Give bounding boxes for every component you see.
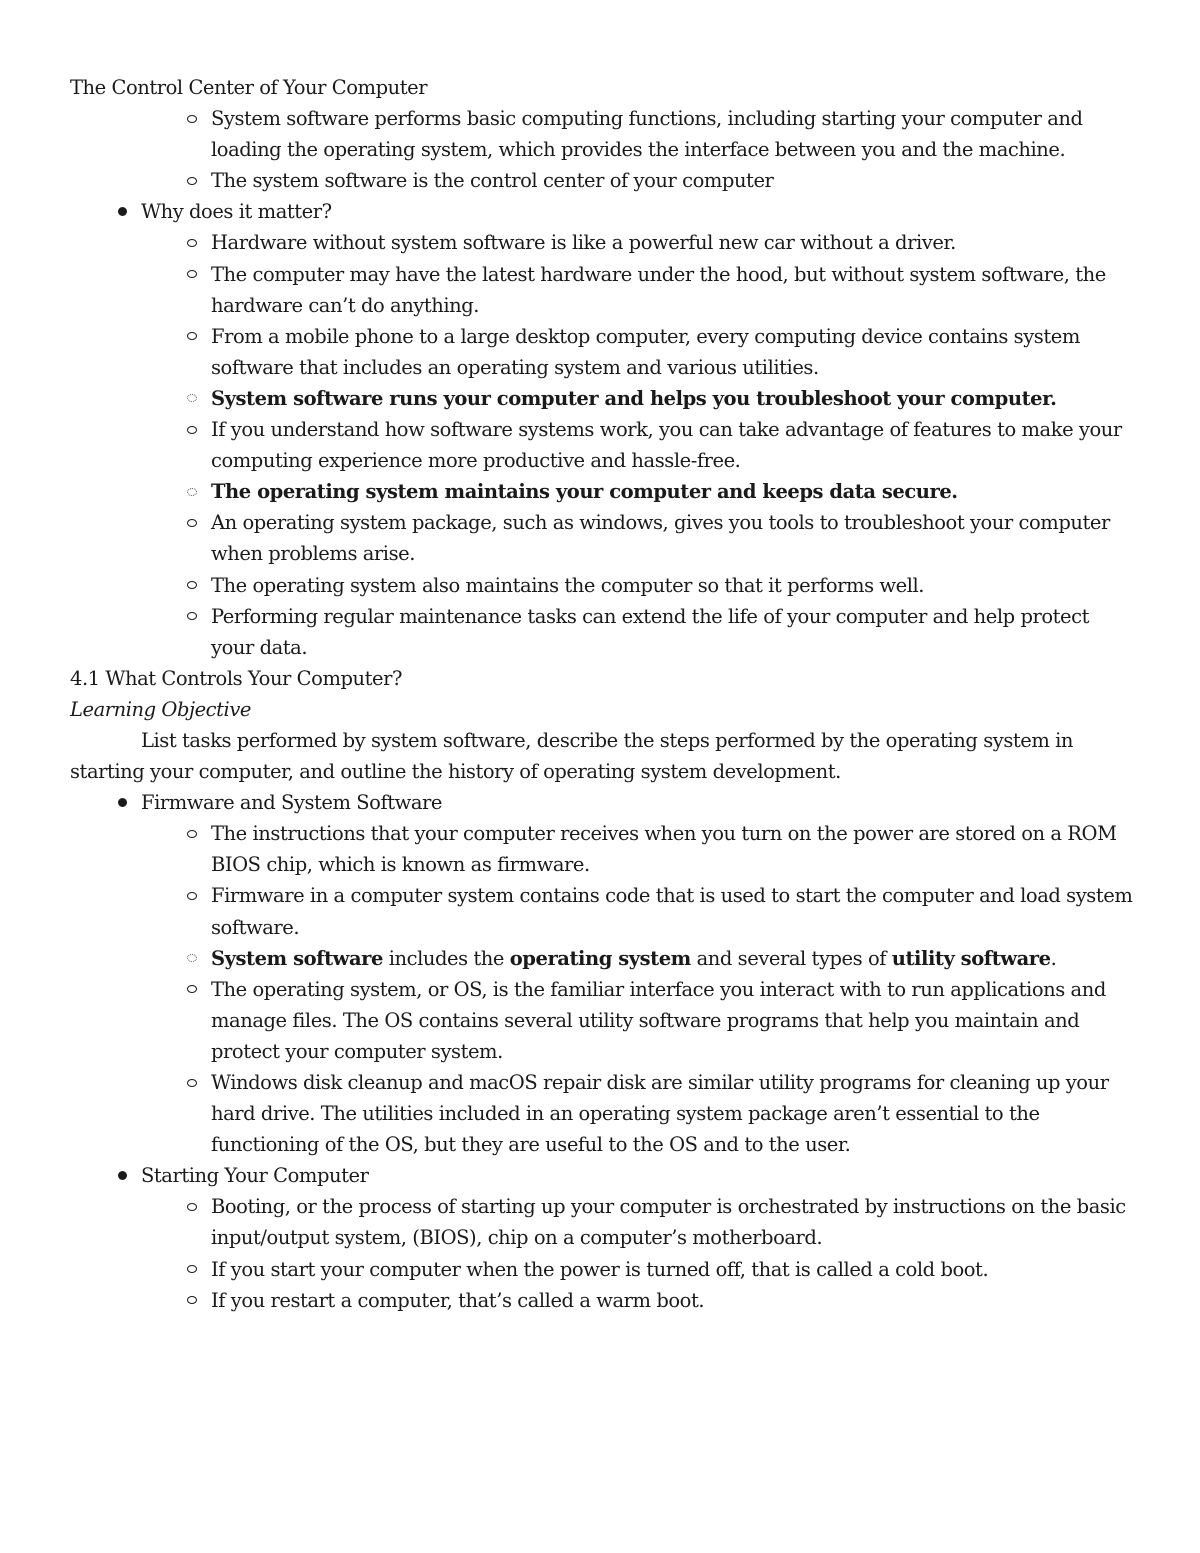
circle-bullet-icon: [172, 227, 211, 258]
learning-objective-label: Learning Objective: [70, 697, 251, 721]
page-heading: The Control Center of Your Computer: [70, 76, 428, 99]
list-item: [172, 103, 1134, 165]
bullet-heading-firmware: [104, 787, 1134, 818]
circle-bullet-icon: [172, 383, 211, 414]
text-run: includes the: [382, 946, 510, 970]
text-run: and several types of: [690, 946, 892, 970]
list-item-text: If you understand how software systems work, you can take advantage of features to make your computing experience more productive and hassle-free.: [211, 418, 1122, 473]
list-item-text: From a mobile phone to a large desktop computer, every computing device contains system software that includes an operating system and various utilities.: [211, 324, 1080, 379]
bullet-heading-text: Why does it matter?: [141, 200, 332, 224]
list-item-text-bold: The operating system maintains your computer and keeps data secure.: [211, 480, 958, 504]
bold-term: operating system: [509, 946, 691, 970]
bullet-dot-icon: [104, 196, 141, 227]
list-item-text: The system software is the control center of your computer: [211, 169, 774, 193]
circle-bullet-icon: [172, 165, 211, 196]
list-item-text: The instructions that your computer receives when you turn on the power are stored on a ROM BIOS chip, which is known as firmware.: [211, 822, 1117, 877]
list-item: [172, 414, 1134, 476]
list-item-text: If you restart a computer, that’s called a warm boot.: [211, 1288, 705, 1312]
circle-bullet-icon: [172, 414, 211, 445]
list-item: [172, 321, 1134, 383]
list-item: [172, 1254, 1134, 1285]
circle-bullet-icon: [172, 259, 211, 290]
circle-bullet-icon: [172, 103, 211, 134]
circle-bullet-icon: [172, 880, 211, 911]
bullet-heading-text: Firmware and System Software: [141, 791, 442, 815]
list-item-text: If you start your computer when the power is turned off, that is called a cold boot.: [211, 1257, 989, 1281]
list-item: [172, 570, 1134, 601]
text-run: .: [1050, 946, 1057, 970]
list-item: [172, 165, 1134, 196]
list-item-text: Firmware in a computer system contains code that is used to start the computer and load system software.: [211, 884, 1133, 939]
list-item-text: Booting, or the process of starting up your computer is orchestrated by instructions on the basic input/output system, (BIOS), chip on a computer’s motherboard.: [211, 1195, 1126, 1250]
section-heading: 4.1 What Controls Your Computer?: [70, 666, 402, 690]
learning-objective-text: List tasks performed by system software, describe the steps performed by the operating system in starting your computer, and outline the history of operating system development.: [70, 728, 1074, 784]
bullet-heading-starting: [104, 1160, 1134, 1191]
circle-bullet-icon: [172, 943, 211, 974]
list-item-text: The operating system, or OS, is the familiar interface you interact with to run applications and manage files. The OS contains several utility software programs that help you maintain and protect your computer system.: [211, 977, 1106, 1063]
list-item: [172, 1067, 1134, 1160]
circle-bullet-icon: [172, 1285, 211, 1316]
list-item-text: Performing regular maintenance tasks can extend the life of your computer and help protect your data.: [211, 604, 1089, 659]
list-item: [172, 227, 1134, 258]
list-item: [172, 818, 1134, 880]
circle-bullet-icon: [172, 1067, 211, 1098]
list-item: [172, 974, 1134, 1067]
circle-bullet-icon: [172, 1254, 211, 1285]
circle-bullet-icon: [172, 507, 211, 538]
list-item: [172, 601, 1134, 663]
circle-bullet-icon: [172, 974, 211, 1005]
list-item: [172, 880, 1134, 942]
list-item: [172, 1191, 1134, 1253]
bullet-heading-why: [104, 196, 1134, 227]
bullet-dot-icon: [104, 1160, 141, 1191]
bullet-dot-icon: [104, 787, 141, 818]
circle-bullet-icon: [172, 321, 211, 352]
list-item-text: System software performs basic computing functions, including starting your computer and loading the operating system, which provides the interface between you and the machine.: [211, 107, 1083, 162]
circle-bullet-icon: [172, 476, 211, 507]
list-item: [172, 1285, 1134, 1316]
bold-term: utility software: [891, 946, 1051, 970]
circle-bullet-icon: [172, 1191, 211, 1222]
list-item-text: Hardware without system software is like a powerful new car without a driver.: [211, 231, 956, 255]
circle-bullet-icon: [172, 570, 211, 601]
list-item: [172, 383, 1134, 414]
list-item-text: The computer may have the latest hardware under the hood, but without system software, the hardware can’t do anything.: [211, 262, 1106, 317]
list-item: [172, 259, 1134, 321]
list-item: [172, 476, 1134, 507]
list-item-text: An operating system package, such as windows, gives you tools to troubleshoot your computer when problems arise.: [211, 511, 1110, 566]
list-item-text: The operating system also maintains the computer so that it performs well.: [211, 573, 925, 597]
list-item: [172, 507, 1134, 569]
bullet-heading-text: Starting Your Computer: [141, 1164, 369, 1188]
list-item-text-bold: System software runs your computer and helps you troubleshoot your computer.: [211, 386, 1057, 410]
bold-term: System software: [211, 946, 383, 970]
list-item-text: Windows disk cleanup and macOS repair disk are similar utility programs for cleaning up your hard drive. The utilities included in an operating system package aren’t essential to the functioning of the OS, but they are useful to the OS and to the user.: [211, 1071, 1109, 1157]
circle-bullet-icon: [172, 818, 211, 849]
circle-bullet-icon: [172, 601, 211, 632]
list-item-text-mixed: [211, 943, 1134, 974]
list-item: [172, 943, 1134, 974]
